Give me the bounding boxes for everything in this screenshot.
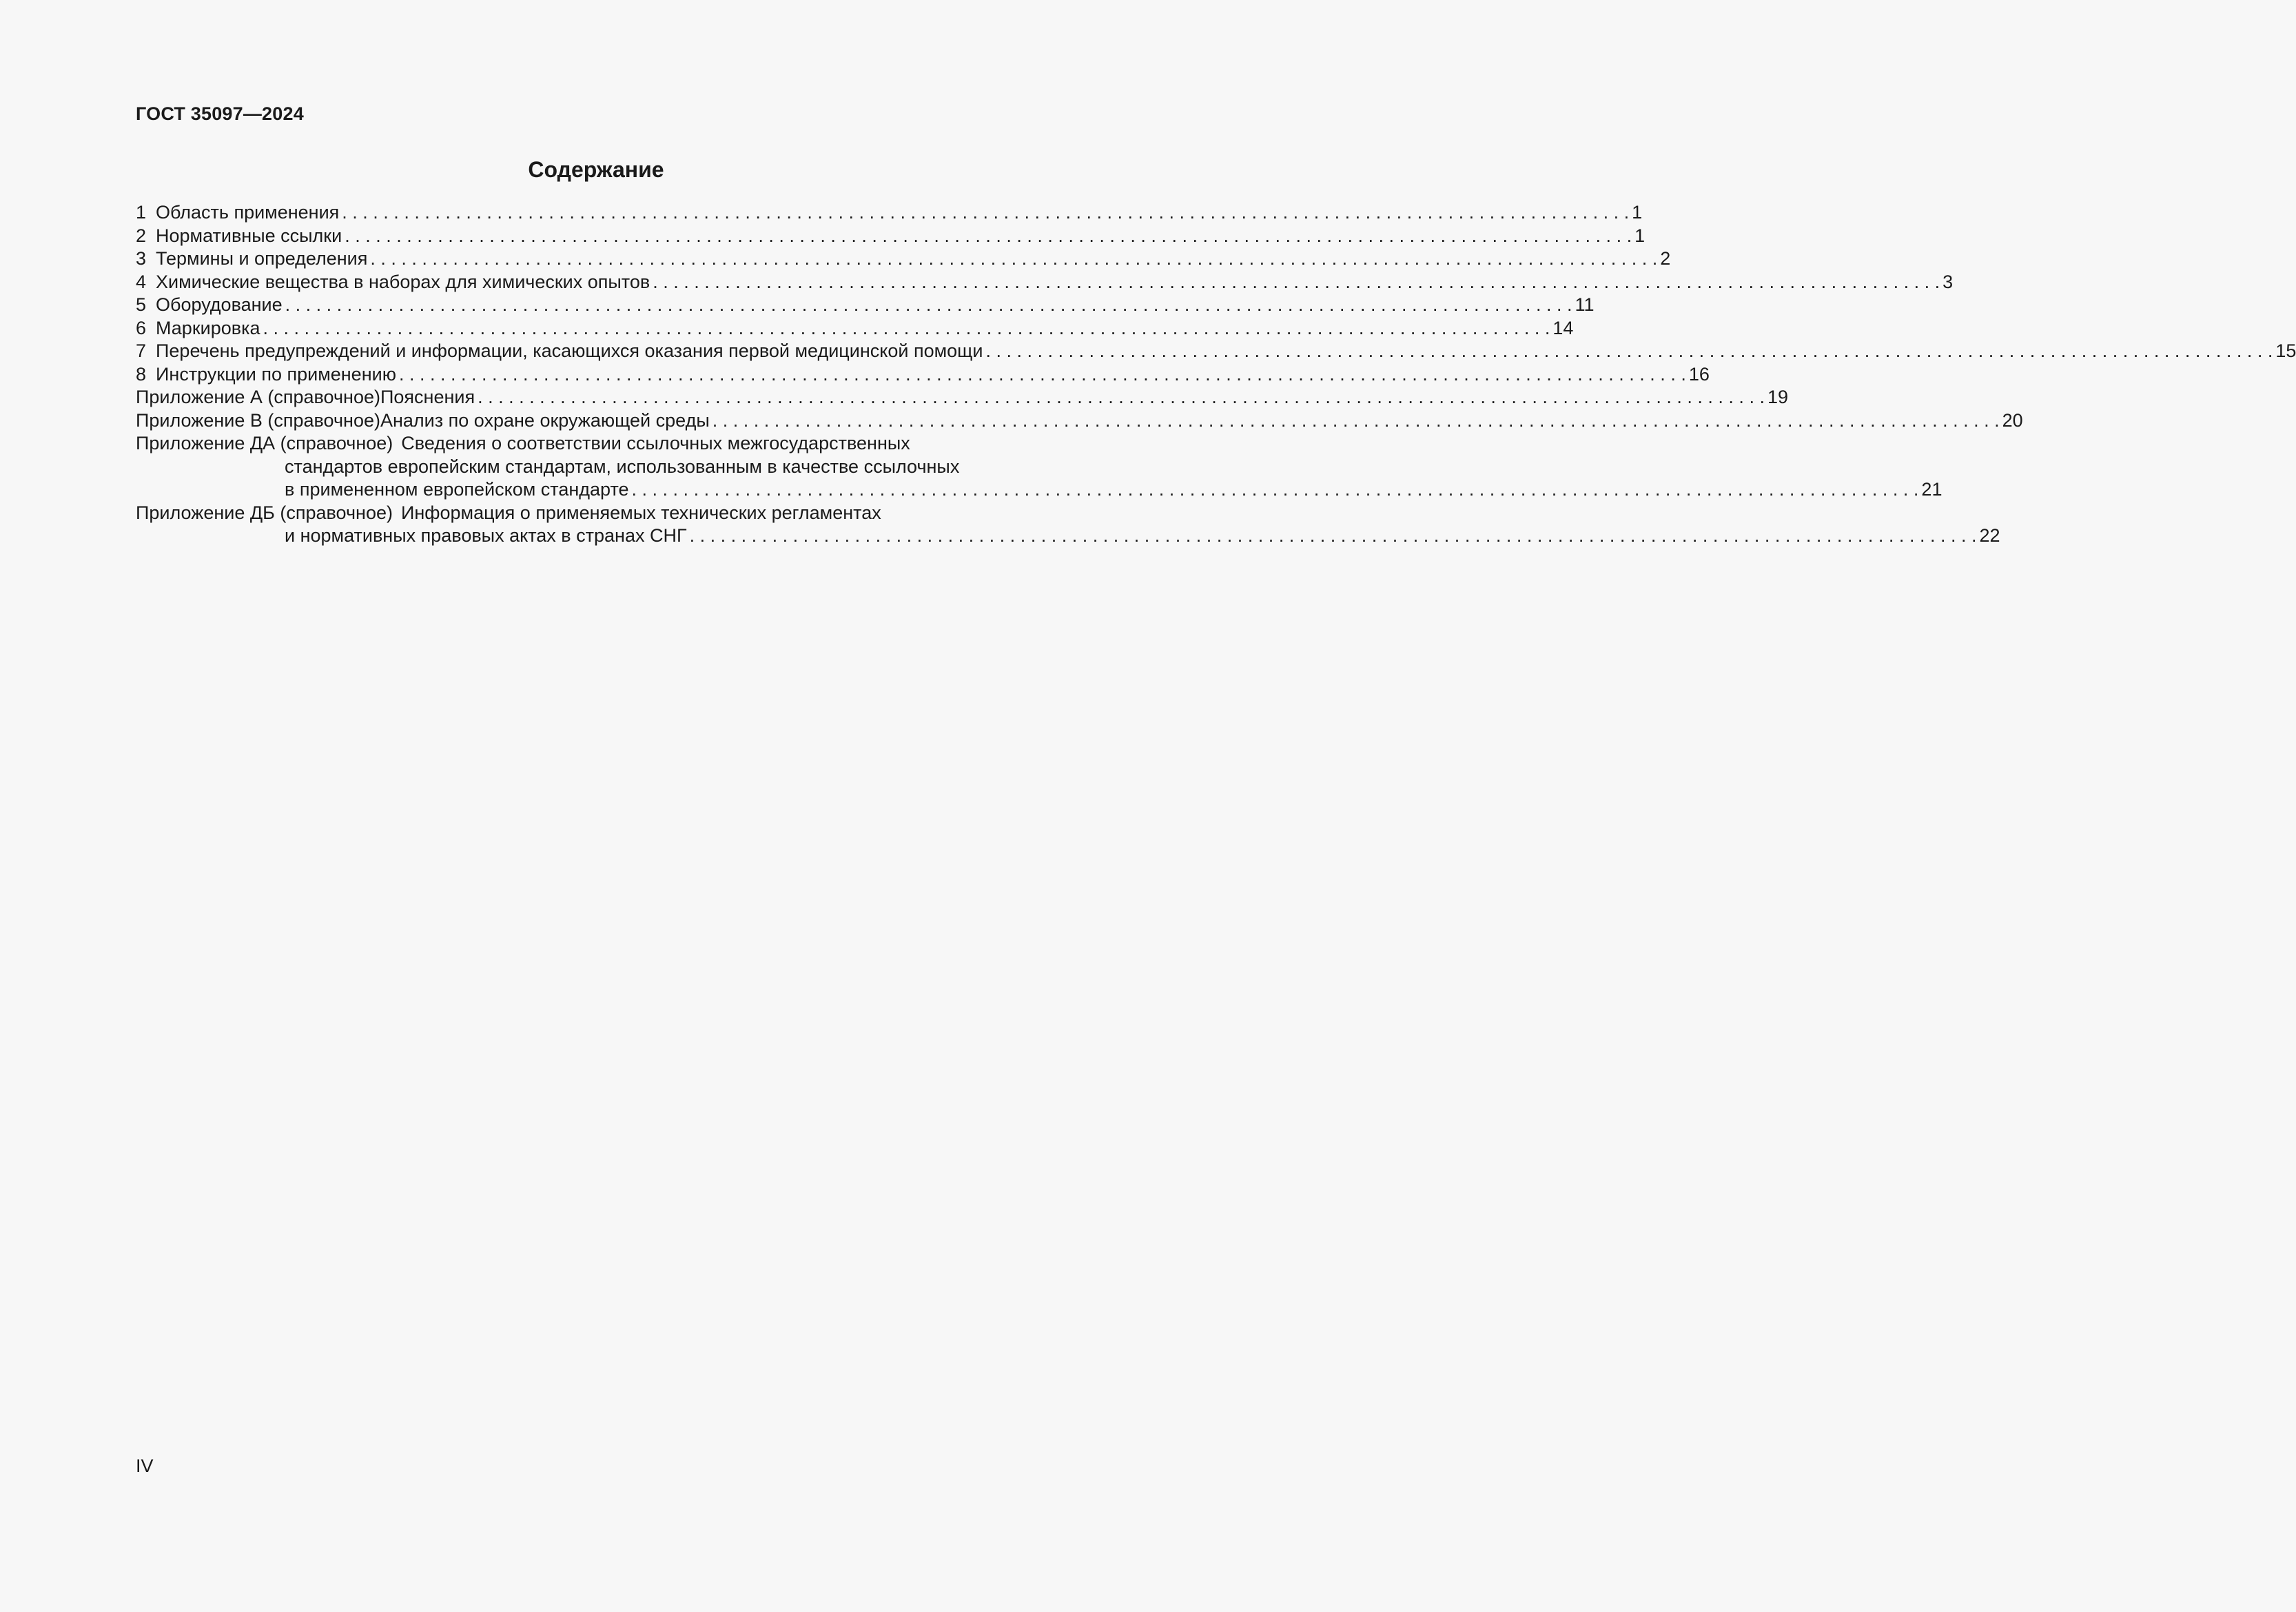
toc-item-number: 6 — [136, 317, 147, 338]
table-of-contents — [136, 201, 2296, 548]
dot-leader — [690, 524, 1977, 548]
dot-leader — [713, 409, 2000, 433]
appendix-label: Приложение А (справочное) — [136, 387, 380, 407]
toc-item[interactable] — [136, 363, 1710, 387]
dot-leader — [653, 271, 1940, 294]
dot-leader — [345, 225, 1632, 248]
appendix-title-line: Информация о применяемых технических регламентах — [400, 502, 881, 523]
toc-appendix[interactable] — [136, 502, 2000, 548]
toc-item-number: 7 — [136, 340, 147, 361]
toc-item-page: 1 — [1632, 202, 1643, 223]
page-number: IV — [136, 1456, 154, 1476]
appendix-title-line: стандартов европейским стандартам, использованным в качестве ссылочных — [285, 456, 960, 477]
toc-item-title: Инструкции по применению — [156, 363, 396, 385]
toc-item-page: 16 — [1688, 363, 1710, 385]
dot-leader — [399, 363, 1686, 387]
toc-item[interactable] — [136, 201, 1643, 225]
dot-leader — [285, 294, 1572, 317]
toc-item-number: 4 — [136, 271, 147, 292]
dot-leader — [342, 201, 1629, 225]
toc-item-page: 2 — [1660, 248, 1671, 269]
toc-item-title: Маркировка — [156, 317, 260, 338]
toc-item[interactable] — [136, 294, 1595, 317]
dot-leader — [370, 247, 1657, 271]
toc-item-number: 3 — [136, 248, 147, 269]
dot-leader — [632, 478, 1919, 502]
appendix-page: 22 — [1979, 525, 2000, 546]
toc-item[interactable] — [136, 271, 1954, 294]
toc-item-title: Термины и определения — [156, 248, 368, 269]
standard-designation: ГОСТ 35097—2024 — [136, 103, 304, 124]
toc-item-page: 11 — [1575, 294, 1595, 315]
appendix-label: Приложение В (справочное) — [136, 409, 380, 431]
toc-item[interactable] — [136, 340, 2296, 363]
appendix-label: Приложение ДБ (справочное) — [136, 502, 393, 523]
appendix-page: 19 — [1767, 387, 1788, 407]
appendix-title: Анализ по охране окружающей среды — [380, 409, 710, 431]
toc-item-title: Перечень предупреждений и информации, касающихся оказания первой медицинской помощи — [156, 340, 983, 361]
toc-item-title: Область применения — [156, 202, 340, 223]
appendix-page: 20 — [2002, 409, 2023, 431]
appendix-title: Пояснения — [380, 387, 475, 407]
toc-item-number: 8 — [136, 363, 147, 385]
toc-item[interactable] — [136, 247, 1671, 271]
appendix-label: Приложение ДА (справочное) — [136, 433, 393, 453]
toc-item-title: Нормативные ссылки — [156, 225, 342, 246]
toc-item[interactable] — [136, 317, 1574, 340]
dot-leader — [985, 340, 2273, 363]
toc-item-title: Оборудование — [156, 294, 283, 315]
toc-item-number: 2 — [136, 225, 147, 246]
toc-item-page: 1 — [1634, 225, 1646, 246]
toc-appendix[interactable] — [136, 432, 1943, 502]
appendix-title-line: в примененном европейском стандарте — [285, 479, 629, 500]
appendix-title-line: и нормативных правовых актах в странах СНГ — [285, 525, 687, 546]
appendix-page: 21 — [1921, 479, 1943, 500]
toc-item-number: 5 — [136, 294, 147, 315]
toc-item[interactable] — [136, 225, 1646, 248]
toc-item-title: Химические вещества в наборах для химических опытов — [156, 271, 650, 292]
toc-title: Содержание — [528, 157, 664, 182]
dot-leader — [478, 386, 1765, 409]
appendix-title-line: Сведения о соответствии ссылочных межгосударственных — [401, 433, 910, 453]
toc-item-page: 14 — [1552, 317, 1574, 338]
toc-appendix[interactable] — [136, 409, 2023, 433]
dot-leader — [263, 317, 1550, 340]
toc-item-number: 1 — [136, 202, 147, 223]
toc-item-page: 15 — [2275, 340, 2296, 361]
toc-appendix[interactable] — [136, 386, 1788, 409]
toc-item-page: 3 — [1943, 271, 1954, 292]
